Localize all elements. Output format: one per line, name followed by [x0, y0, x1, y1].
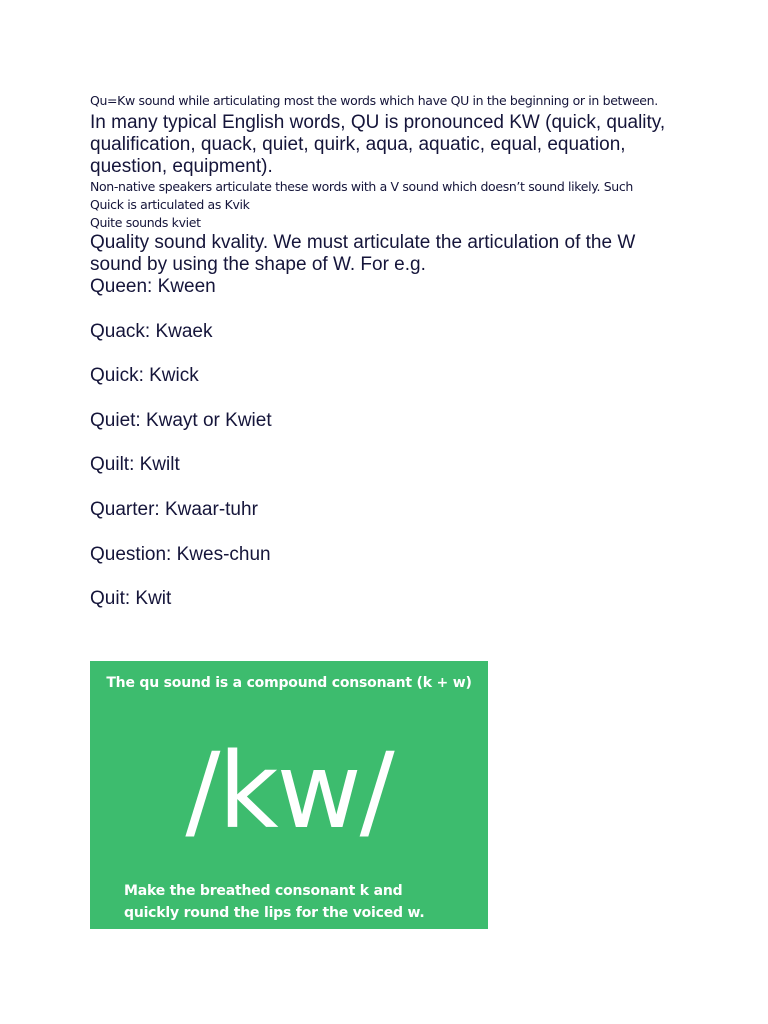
example-item: Quarter: Kwaar-tuhr — [90, 498, 258, 520]
card-caption: Make the breathed consonant k and quickly round the lips for the voiced w. — [124, 883, 425, 921]
example-list — [90, 276, 690, 610]
example-item: Quilt: Kwilt — [90, 454, 180, 476]
quick-line: Quick is articulated as Kvik — [90, 197, 250, 212]
intro-line: Qu=Kw sound while articulating most the words which have QU in the beginning or in between. — [90, 93, 658, 108]
kw-sound-card-image — [90, 661, 488, 929]
example-item: Queen: Kween — [90, 276, 216, 297]
example-item: Question: Kwes-chun — [90, 543, 271, 565]
card-title: The qu sound is a compound consonant (k + w) — [106, 675, 472, 691]
example-item: Quiet: Kwayt or Kwiet — [90, 409, 272, 431]
quality-paragraph: Quality sound kvality. We must articulate the articulation of the W sound by using the shape of W. For e.g. — [90, 232, 636, 275]
quite-line: Quite sounds kviet — [90, 215, 201, 230]
example-item: Quack: Kwaek — [90, 320, 213, 342]
example-item: Quick: Kwick — [90, 365, 199, 387]
example-item: Quit: Kwit — [90, 588, 172, 610]
document-body — [90, 92, 690, 610]
kw-pronunciation-paragraph: In many typical English words, QU is pronounced KW (quick, quality, qualification, quack, quiet, quirk, aqua, aquatic, equal, equation, question, equipment). — [90, 112, 666, 177]
non-native-line: Non-native speakers articulate these words with a V sound which doesn’t sound likely. Such — [90, 179, 633, 194]
card-phoneme-symbol: /kw/ — [185, 730, 393, 852]
